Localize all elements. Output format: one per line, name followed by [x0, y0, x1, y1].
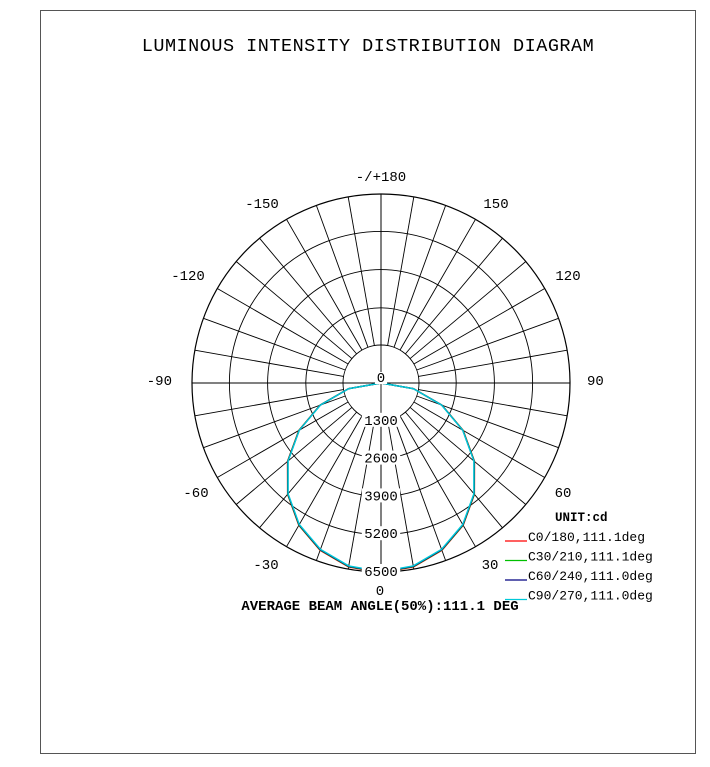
grid-spoke [405, 412, 502, 528]
legend-entry: C30/210,111.1deg [528, 549, 653, 565]
radial-label-zero: 0 [376, 371, 386, 387]
grid-spoke [236, 262, 352, 359]
grid-spoke [410, 262, 526, 359]
grid-spoke [217, 289, 348, 365]
grid-spoke [287, 219, 363, 350]
unit-label: UNIT:cd [555, 511, 608, 525]
grid-spoke [195, 390, 344, 416]
angle-label: 150 [483, 197, 509, 213]
angle-label: 30 [481, 558, 499, 574]
grid-spoke [195, 350, 344, 376]
angle-label: -30 [253, 558, 279, 574]
grid-spoke [203, 318, 345, 370]
radial-label: 3900 [364, 489, 398, 506]
angle-label: -150 [245, 197, 279, 213]
radial-label: 5200 [364, 527, 398, 544]
radial-label: 1300 [364, 413, 398, 430]
grid-spoke [388, 197, 414, 346]
grid-spoke [400, 219, 476, 350]
grid-spoke [418, 350, 567, 376]
grid-spoke [260, 238, 357, 354]
chart-title: LUMINOUS INTENSITY DISTRIBUTION DIAGRAM [141, 36, 595, 57]
grid-spoke [418, 390, 567, 416]
angle-label: -/+180 [355, 170, 407, 186]
angle-label: -90 [146, 374, 172, 390]
grid-spoke [414, 402, 545, 478]
grid-spoke [316, 419, 368, 561]
legend [505, 511, 653, 604]
grid-spoke [316, 205, 368, 347]
grid-spoke [236, 407, 352, 504]
legend-entry: C60/240,111.0deg [528, 569, 653, 584]
legend-entry: C0/180,111.1deg [528, 530, 646, 545]
grid-spoke [417, 318, 559, 370]
angle-label: -120 [171, 269, 205, 285]
angle-label: 90 [587, 374, 604, 390]
grid-spoke [394, 419, 446, 561]
beam-angle-footer: AVERAGE BEAM ANGLE(50%):111.1 DEG [241, 599, 519, 615]
legend-entry: C90/270,111.0deg [528, 588, 653, 604]
grid-spoke [414, 289, 545, 365]
angle-label: 120 [555, 269, 581, 285]
grid-spoke [348, 197, 374, 346]
radial-label: 2600 [364, 451, 398, 468]
angle-label: 60 [554, 486, 572, 502]
angle-label: -60 [183, 486, 209, 502]
radial-label: 6500 [364, 565, 398, 581]
grid-spoke [260, 412, 357, 528]
grid-spoke [217, 402, 348, 478]
grid-spoke [405, 238, 502, 354]
grid-spoke [394, 205, 446, 347]
grid-spoke [410, 407, 526, 504]
angle-label: 0 [375, 584, 385, 600]
